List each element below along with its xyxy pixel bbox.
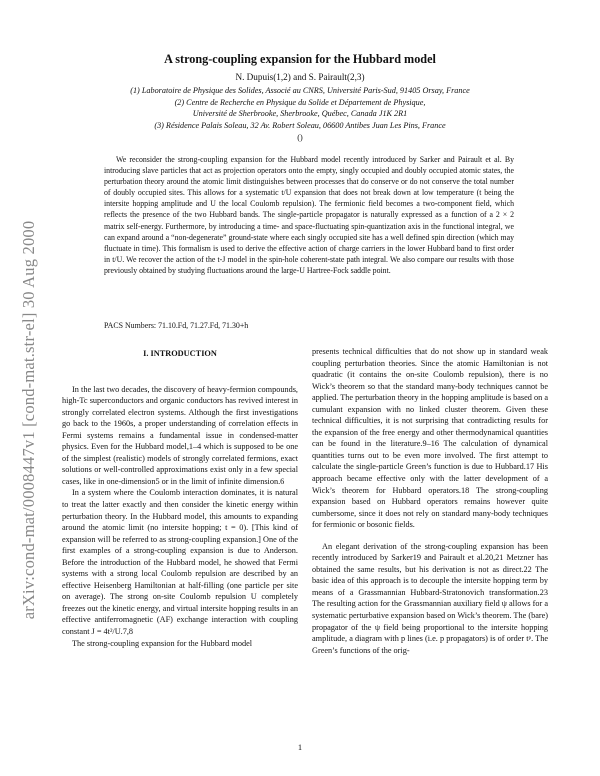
section-heading: I. INTRODUCTION (143, 349, 217, 358)
paper-authors: N. Dupuis(1,2) and S. Pairault(2,3) (235, 72, 365, 82)
paper-title: A strong-coupling expansion for the Hubbard model (164, 52, 436, 66)
paragraph: presents technical difficulties that do not show up in standard weak coupling perturbation theories. Since the atomic Hamiltonian is not quadratic (it contains the on-site Coulomb repulsion), there is no Wick’s theorem so that the standard many-body techniques cannot be applied. The perturbation theory in the hopping amplitude is based on a cumulant expansion with no linked cluster theorem. Given these technical difficulties, it is not surprising that contradicting results for the expansion of the free energy and other thermodynamical quantities can be found in the literature.9–16 The calculation of dynamical quantities turns out to be even more involved. The first attempt to calculate the single-particle Green’s function is due to Hubbard.17 His approach became effective only with the latter development of a Wick’s theorem for Hubbard operators.18 The strong-coupling expansion based on Hubbard operators remains however quite cumbersome, since it does not rely on standard many-body techniques for fermionic or bosonic fields. (312, 347, 548, 530)
arxiv-sidebar-stamp (14, 200, 44, 640)
abstract: We reconsider the strong-coupling expansion for the Hubbard model recently introduced by Sarker and Pairault et al. By introducing slave particles that act as projection operators onto the empty, singly occupied and doubly occupied atomic states, the perturbation theory around the atomic limit distinguishes between processes that do conserve or do not conserve the total number of doubly occupied sites. This allows for a systematic t/U expansion that does not break down at low temperature (t being the intersite hopping amplitude and U the local Coulomb repulsion). The fermionic field becomes a two-component field, which reflects the presence of the two Hubbard bands. The single-particle propagator is naturally expressed as a function of a 2 × 2 matrix self-energy. Furthermore, by introducing a time- and space-fluctuating spin-quantization axis in the functional integral, we can expand around a “non-degenerate” ground-state where each singly occupied site has a well defined spin direction (which may fluctuate in time). This formalism is used to derive the effective action of charge carriers in the lower Hubbard band to first order in t/U. We recover the action of the t-J model in the spin-hole coherent-state path integral. We also compare our results with those previously obtained by studying fluctuations around the large-U Hartree-Fock saddle point. (104, 155, 514, 275)
paragraph: In the last two decades, the discovery of heavy-fermion compounds, high-Tc superconductors and organic conductors has revived interest in strongly correlated electron systems. Although the first investigations go back to the 1960s, a proper understanding of correlation effects in Fermi systems remains a fundamental issue in condensed-matter physics. Even for the Hubbard model,1–4 which is supposed to be one of the simplest (realistic) models of strongly correlated fermions, exact solutions or well-controlled approximations exist only in a few special cases, like in one-dimension5 or in the limit of infinite dimension.6 (62, 384, 298, 486)
affiliations (90, 85, 510, 131)
page-number: 1 (297, 742, 303, 752)
paragraph: The strong-coupling expansion for the Hubbard model (72, 638, 253, 648)
arxiv-identifier: arXiv:cond-mat/0008447v1 [cond-mat.str-el] 30 Aug 2000 (19, 220, 38, 620)
paper-date: () (297, 133, 303, 142)
affiliation-line: Université de Sherbrooke, Sherbrooke, Québec, Canada J1K 2R1 (192, 109, 408, 119)
pacs-numbers: PACS Numbers: 71.10.Fd, 71.27.Fd, 71.30+h (104, 321, 249, 330)
paragraph: An elegant derivation of the strong-coupling expansion has been recently introduced by Sarker19 and Pairault et al.20,21 Metzner has obtained the same results, but his derivation is not as direct.22 The basic idea of this approach is to decouple the intersite hopping term by means of a Grassmannian Hubbard-Stratonovich transformation.23 The resulting action for the Grassmannian auxiliary field ψ allows for a systematic perturbative expansion based on Wick’s theorem. The (bare) propagator of the ψ field being proportional to the intersite hopping amplitude, a diagram with p lines (i.e. p propagators) is of order tᵖ. The Green’s functions of the orig- (312, 541, 549, 655)
paragraph: In a system where the Coulomb interaction dominates, it is natural to treat the latter exactly and then consider the kinetic energy within perturbation theory. In the Hubbard model, this amounts to expanding around the atomic limit (no intersite hopping; t = 0). [This kind of expansion will be referred to as strong-coupling expansion.] One of the first examples of a strong-coupling expansion is due to Anderson. Before the introduction of the Hubbard model, he showed that Fermi systems with a strong local Coulomb repulsion are described by an effective Heisenberg Hamiltonian at half-filling (one particle per site on average). The strong on-site Coulomb repulsion U completely freezes out the kinetic energy, and virtual intersite hopping results in an effective antiferromagnetic (AF) exchange interaction with coupling constant J = 4t²/U.7,8 (62, 488, 298, 637)
affiliation-line: (2) Centre de Recherche en Physique du Solide et Département de Physique, (174, 97, 426, 107)
left-column (62, 346, 298, 649)
affiliation-line: (1) Laboratoire de Physique des Solides, Associé au CNRS, Université Paris-Sud, 91405 Orsay, France (130, 86, 470, 95)
right-column (312, 346, 548, 656)
affiliation-line: (3) Résidence Palais Soleau, 32 Av. Robert Soleau, 06600 Antibes Juan Les Pins, France (154, 120, 446, 130)
